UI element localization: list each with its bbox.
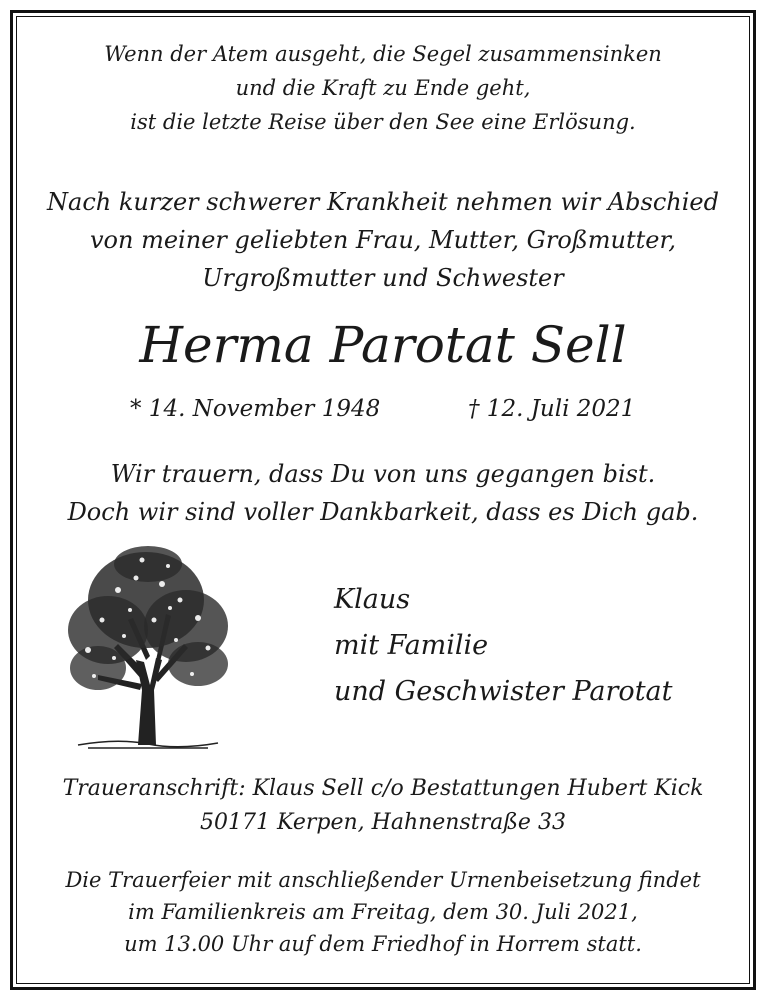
address-line-1: Traueranschrift: Klaus Sell c/o Bestattungen Hubert Kick bbox=[62, 776, 704, 801]
poem-line-3: ist die letzte Reise über den See eine Erlösung. bbox=[130, 110, 636, 134]
death-date: † 12. Juli 2021 bbox=[468, 396, 636, 422]
signatory-line-2: mit Familie bbox=[334, 630, 489, 661]
tree-illustration bbox=[58, 540, 234, 750]
signatory-line-3: und Geschwister Parotat bbox=[334, 676, 673, 707]
quote-line-1: Wir trauern, dass Du von uns gegangen bist. bbox=[110, 460, 656, 488]
ceremony-line-2: im Familienkreis am Freitag, dem 30. Juli 2021, bbox=[128, 900, 638, 924]
intro-line-3: Urgroßmutter und Schwester bbox=[202, 264, 564, 292]
poem-line-2: und die Kraft zu Ende geht, bbox=[235, 76, 531, 100]
deceased-name: Herma Parotat Sell bbox=[139, 316, 627, 374]
quote-line-2: Doch wir sind voller Dankbarkeit, dass es Dich gab. bbox=[67, 498, 699, 526]
poem-line-1: Wenn der Atem ausgeht, die Segel zusammensinken bbox=[104, 42, 662, 66]
intro-line-2: von meiner geliebten Frau, Mutter, Großmutter, bbox=[90, 226, 676, 254]
intro-line-1: Nach kurzer schwerer Krankheit nehmen wir Abschied bbox=[47, 188, 719, 216]
birth-date: * 14. November 1948 bbox=[130, 396, 381, 422]
address-line-2: 50171 Kerpen, Hahnenstraße 33 bbox=[200, 810, 566, 835]
ceremony-line-3: um 13.00 Uhr auf dem Friedhof in Horrem statt. bbox=[124, 932, 642, 956]
signatory-line-1: Klaus bbox=[334, 584, 411, 615]
ceremony-line-1: Die Trauerfeier mit anschließender Urnenbeisetzung findet bbox=[65, 868, 701, 892]
